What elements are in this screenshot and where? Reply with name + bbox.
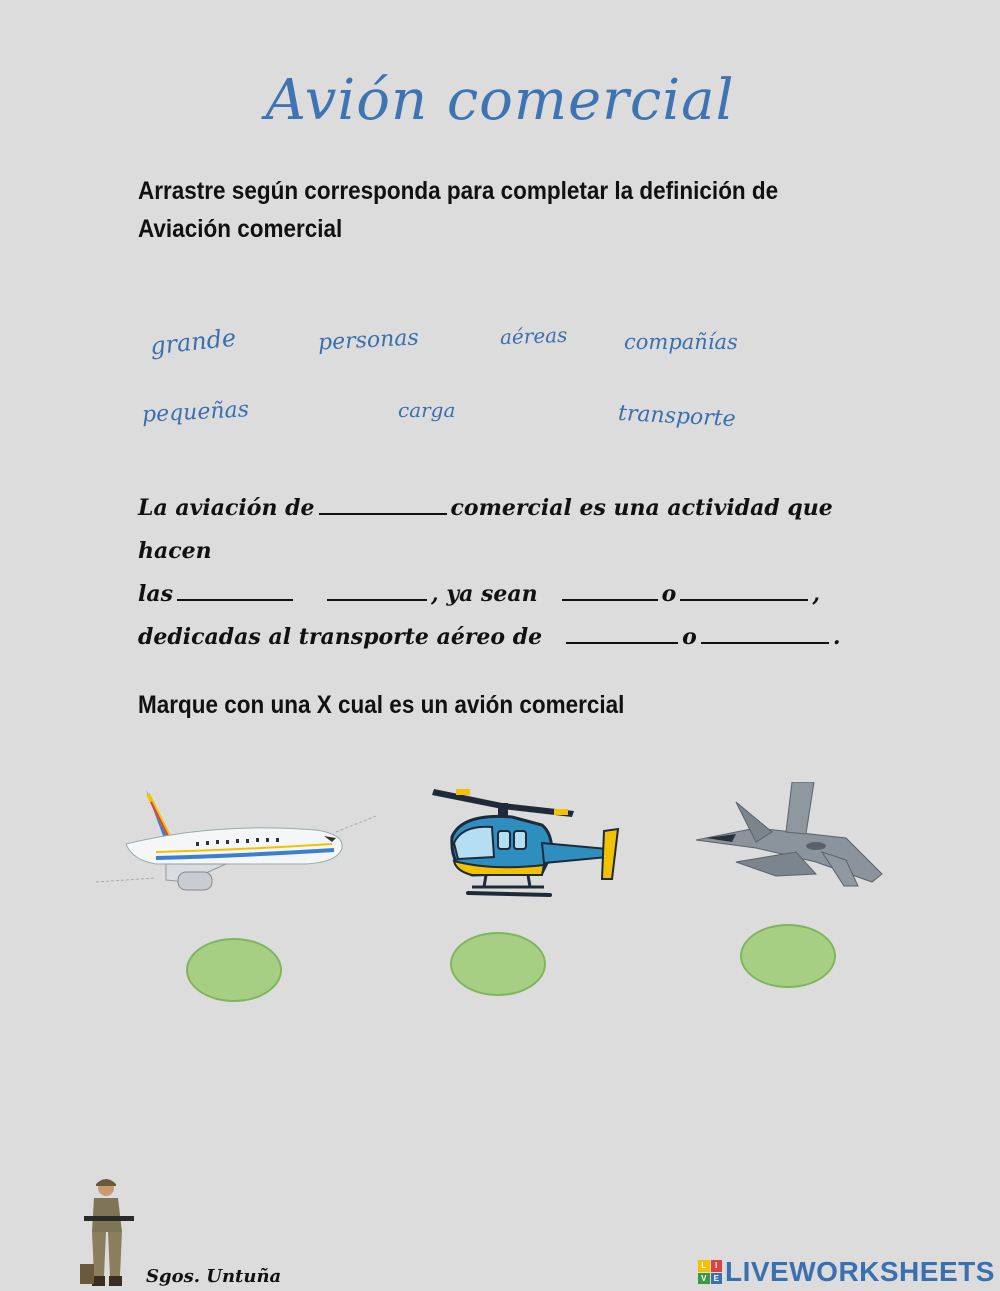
word-companias[interactable]: compañías	[624, 330, 738, 354]
blank-6[interactable]	[566, 620, 678, 644]
word-personas[interactable]: personas	[317, 325, 420, 356]
liveworksheets-logo[interactable]	[698, 1256, 995, 1288]
instructions-line-2: Aviación comercial	[138, 215, 343, 243]
word-pequenas[interactable]: pequeñas	[141, 397, 250, 428]
word-aereas[interactable]: aéreas	[499, 322, 568, 350]
commercial-airplane-image	[96, 780, 381, 900]
blank-4[interactable]	[562, 577, 658, 601]
definition-sentence	[138, 487, 858, 659]
blank-3[interactable]	[327, 577, 427, 601]
blank-5[interactable]	[680, 577, 808, 601]
logo-icon: L I V E	[698, 1260, 722, 1284]
instructions	[138, 172, 786, 248]
blank-7[interactable]	[701, 620, 829, 644]
helicopter-image	[432, 783, 632, 908]
page-title: Avión comercial	[265, 68, 735, 133]
sentence-line-1: La aviación de comercial es una actividad que hacen	[138, 487, 858, 573]
soldier-image	[78, 1176, 140, 1291]
instructions-line-1: Arrastre según corresponda para completar la definición de	[138, 177, 779, 205]
question-heading: Marque con una X cual es un avión comercial	[138, 691, 625, 719]
answer-oval-fighter-jet[interactable]	[740, 924, 836, 988]
blank-2[interactable]	[177, 577, 293, 601]
word-carga[interactable]: carga	[398, 398, 456, 422]
sentence-line-2: las , ya sean o ,	[138, 573, 858, 616]
signature: Sgos. Untuña	[146, 1266, 282, 1287]
logo-text: LIVEWORKSHEETS	[725, 1256, 995, 1287]
fighter-jet-image	[696, 782, 884, 892]
word-transporte[interactable]: transporte	[617, 400, 737, 433]
answer-oval-airplane[interactable]	[186, 938, 282, 1002]
blank-1[interactable]	[319, 491, 447, 515]
answer-oval-helicopter[interactable]	[450, 932, 546, 996]
sentence-line-3: dedicadas al transporte aéreo de o .	[138, 616, 858, 659]
word-grande[interactable]: grande	[148, 323, 238, 361]
